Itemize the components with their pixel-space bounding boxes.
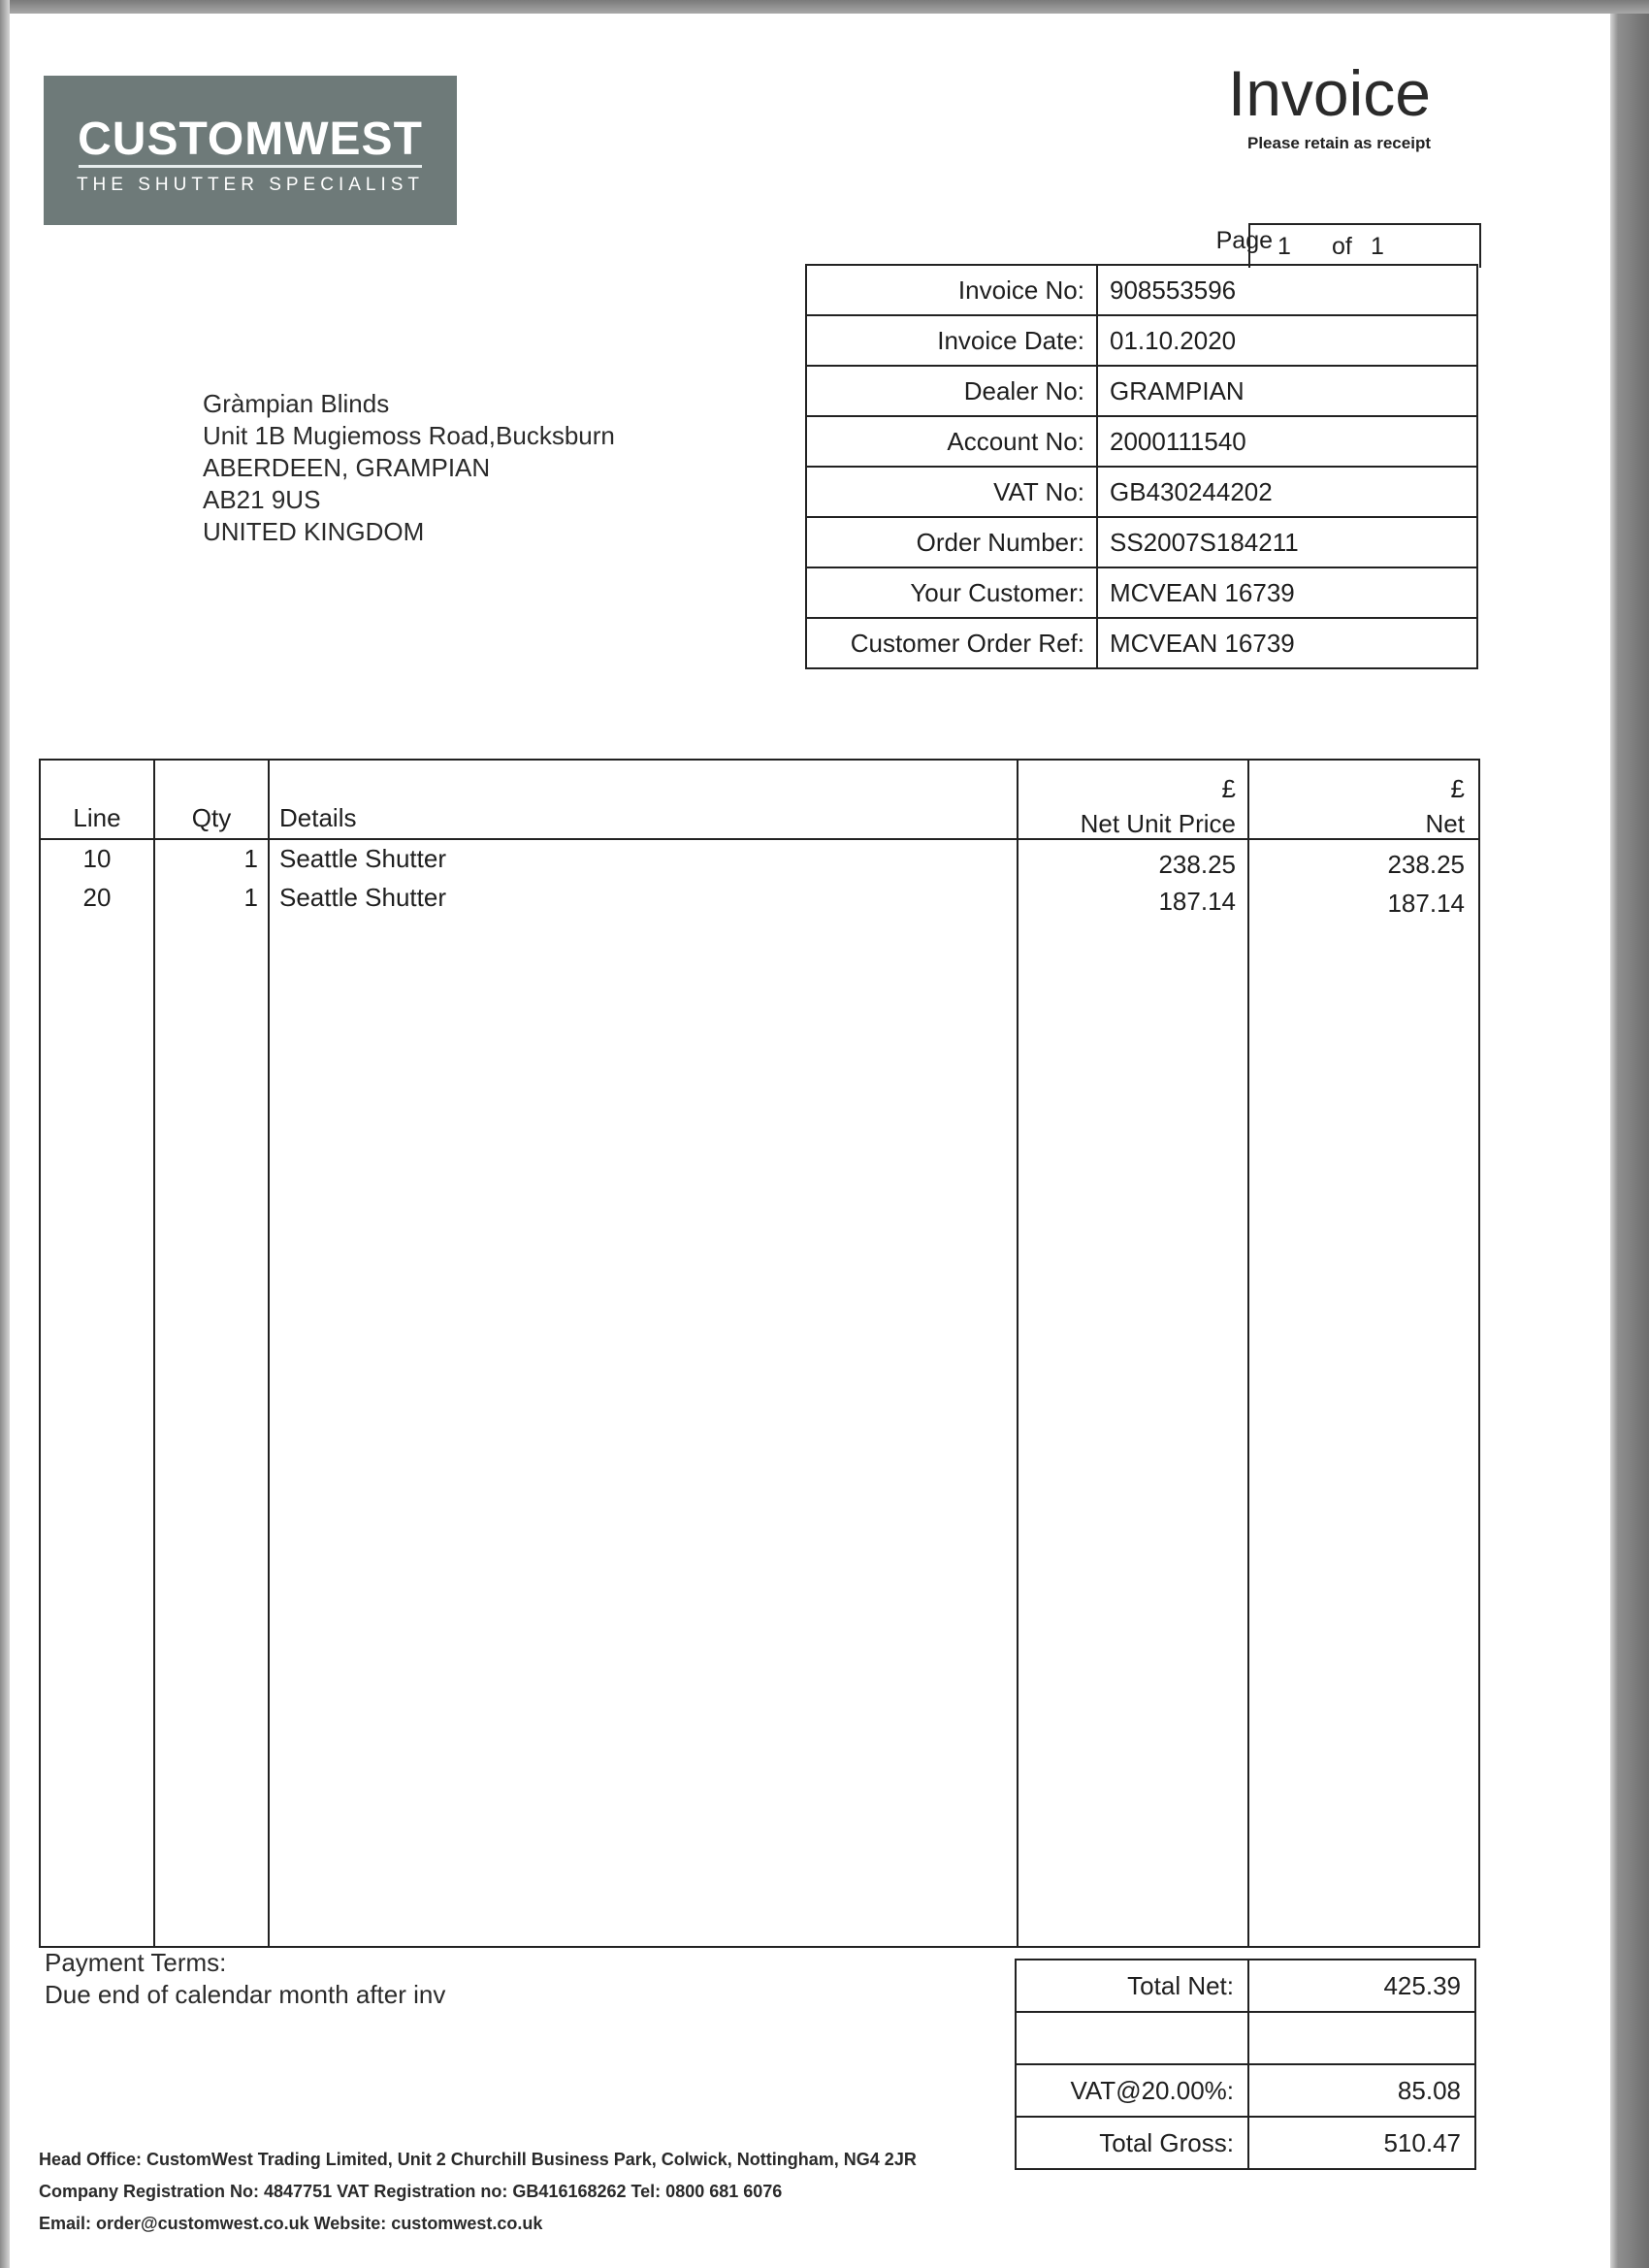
info-row-invoice-no <box>806 265 1477 315</box>
row-net: 238.25 <box>1387 850 1465 879</box>
info-row-order-number <box>806 517 1477 567</box>
payment-terms-text: Due end of calendar month after inv <box>45 1980 446 2009</box>
footer-registration: Company Registration No: 4847751 VAT Registration no: GB416168262 Tel: 0800 681 6076 <box>39 2182 783 2201</box>
column-divider <box>1247 761 1249 1946</box>
company-footer <box>39 2144 917 2240</box>
info-row-dealer-no <box>806 366 1477 416</box>
info-row-customer-order-ref <box>806 618 1477 668</box>
address-company: Gràmpian Blinds <box>203 389 390 418</box>
address-country: UNITED KINGDOM <box>203 517 425 546</box>
footer-head-office: Head Office: CustomWest Trading Limited, Unit 2 Churchill Business Park, Colwick, Nottingham, NG4 2JR <box>39 2150 917 2169</box>
column-divider <box>1017 761 1018 1946</box>
info-label: Dealer No: <box>806 366 1097 416</box>
info-value: SS2007S184211 <box>1097 517 1477 567</box>
total-value: 425.39 <box>1248 1960 1475 2012</box>
info-row-account-no <box>806 416 1477 467</box>
info-label: VAT No: <box>806 467 1097 517</box>
column-divider <box>268 761 270 1946</box>
info-value: GRAMPIAN <box>1097 366 1477 416</box>
info-label: Account No: <box>806 416 1097 467</box>
info-value: 01.10.2020 <box>1097 315 1477 366</box>
invoice-info-table <box>805 264 1478 669</box>
vat-row <box>1016 2064 1475 2117</box>
scan-edge-left <box>0 0 10 2268</box>
total-label: Total Gross: <box>1016 2117 1248 2169</box>
header-line: Line <box>73 803 121 832</box>
payment-terms-label: Payment Terms: <box>45 1948 227 1977</box>
header-details: Details <box>279 803 357 832</box>
row-unit-price: 187.14 <box>1158 887 1236 916</box>
scan-edge-top <box>0 0 1649 14</box>
address-city: ABERDEEN, GRAMPIAN <box>203 453 491 482</box>
total-gross-row <box>1016 2117 1475 2169</box>
page-label: Page <box>1215 227 1273 254</box>
total-label <box>1016 2012 1248 2064</box>
total-label: VAT@20.00%: <box>1016 2064 1248 2117</box>
total-value <box>1248 2012 1475 2064</box>
brand-tagline: THE SHUTTER SPECIALIST <box>76 175 425 195</box>
line-items-table <box>39 759 1480 1948</box>
page-indicator <box>1248 223 1481 268</box>
address-street: Unit 1B Mugiemoss Road,Bucksburn <box>203 421 615 450</box>
total-value: 510.47 <box>1248 2117 1475 2169</box>
row-unit-price: 238.25 <box>1158 850 1236 879</box>
row-details: Seattle Shutter <box>279 883 446 912</box>
row-details: Seattle Shutter <box>279 844 446 873</box>
header-net-currency: £ <box>1450 774 1465 803</box>
total-value: 85.08 <box>1248 2064 1475 2117</box>
invoice-page <box>10 14 1610 2268</box>
empty-total-row <box>1016 2012 1475 2064</box>
brand-name: CUSTOMWEST <box>78 113 423 165</box>
header-net: Net <box>1425 809 1465 838</box>
info-label: Invoice No: <box>806 265 1097 315</box>
info-value: 2000111540 <box>1097 416 1477 467</box>
total-label: Total Net: <box>1016 1960 1248 2012</box>
page-of-label: of <box>1332 233 1352 260</box>
totals-table <box>1015 1959 1476 2170</box>
row-qty: 1 <box>243 883 258 912</box>
brand-logo <box>44 76 457 225</box>
row-line: 10 <box>82 844 112 873</box>
page-current: 1 <box>1277 233 1291 260</box>
column-divider <box>153 761 155 1946</box>
info-label: Order Number: <box>806 517 1097 567</box>
info-row-your-customer <box>806 567 1477 618</box>
document-title: Invoice <box>1227 57 1431 129</box>
info-value: MCVEAN 16739 <box>1097 567 1477 618</box>
header-unit-price-currency: £ <box>1221 774 1236 803</box>
footer-contact: Email: order@customwest.co.uk Website: customwest.co.uk <box>39 2214 543 2233</box>
header-qty: Qty <box>191 803 232 832</box>
info-label: Customer Order Ref: <box>806 618 1097 668</box>
info-value: 908553596 <box>1097 265 1477 315</box>
info-label: Invoice Date: <box>806 315 1097 366</box>
billing-address <box>203 388 615 548</box>
document-subtitle: Please retain as receipt <box>1246 134 1431 152</box>
address-postcode: AB21 9US <box>203 485 321 514</box>
total-net-row <box>1016 1960 1475 2012</box>
info-row-vat-no <box>806 467 1477 517</box>
payment-terms <box>45 1947 445 2011</box>
header-unit-price: Net Unit Price <box>1080 809 1236 838</box>
row-line: 20 <box>82 883 112 912</box>
row-net: 187.14 <box>1387 889 1465 918</box>
page-total: 1 <box>1371 233 1384 260</box>
row-qty: 1 <box>243 844 258 873</box>
info-label: Your Customer: <box>806 567 1097 618</box>
info-value: MCVEAN 16739 <box>1097 618 1477 668</box>
info-row-invoice-date <box>806 315 1477 366</box>
info-value: GB430244202 <box>1097 467 1477 517</box>
logo-divider <box>79 165 422 168</box>
